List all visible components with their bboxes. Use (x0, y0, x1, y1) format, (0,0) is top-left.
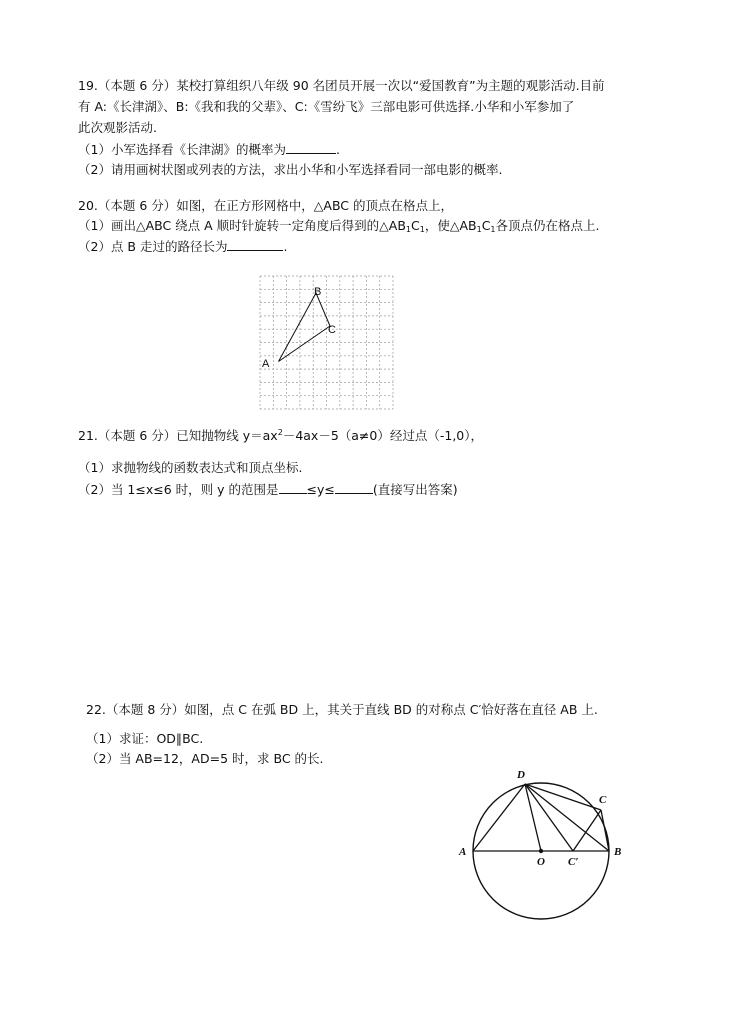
q22-line1: 22.（本题 8 分）如图，点 C 在弧 BD 上，其关于直线 BD 的对称点 C′恰好落在直径 AB 上. (86, 702, 598, 717)
q19-part1-end: . (335, 142, 340, 157)
q20-sub2: 1 (419, 225, 425, 234)
q21-lower-blank[interactable] (279, 481, 307, 494)
q19-answer-blank[interactable] (286, 141, 336, 154)
q21-part1: （1）求抛物线的函数表达式和顶点坐标. (78, 460, 303, 475)
q20-part2 (78, 238, 287, 255)
q20-part1-e: 各顶点仍在格点上. (495, 218, 600, 233)
q19-line1: 19.（本题 6 分）某校打算组织八年级 90 名团员开展一次以“爱国教育”为主题的观影活动.目前 (78, 78, 605, 93)
label-b: B (314, 286, 322, 298)
q20-sub3: 1 (476, 225, 482, 234)
square-grid (260, 276, 393, 409)
q20-sub1: 1 (405, 225, 412, 234)
q21-part2-a: （2）当 1≤x≤6 时，则 y 的范围是 (78, 482, 279, 497)
label-c: C (328, 324, 336, 336)
q20-part2-text: （2）点 B 走过的路径长为 (78, 239, 228, 254)
q22-circle-figure (455, 765, 635, 925)
label-c-prime: C′ (568, 856, 579, 868)
label-d: D (517, 769, 525, 781)
q21-sup: 2 (277, 428, 283, 437)
q21-line1-b: －4ax－5（a≠0）经过点（-1,0）， (282, 428, 484, 443)
q20-grid-figure (260, 276, 395, 412)
label-a: A (262, 358, 270, 370)
q20-sub4: 1 (490, 225, 496, 234)
q20-part1 (78, 218, 600, 234)
segment-dc (525, 784, 601, 810)
q20-part1-c: ，使△AB (424, 218, 477, 233)
q20-part1-b: C (411, 218, 420, 233)
q22-part2: （2）当 AB=12，AD=5 时，求 BC 的长. (86, 751, 324, 766)
q20-part2-end: . (283, 239, 288, 254)
label-c: C (599, 794, 607, 806)
segment-cc-prime (573, 810, 601, 851)
q20-part1-d: C (481, 218, 491, 233)
q21-part2-b: ≤y≤ (306, 482, 335, 497)
q19-line3: 此次观影活动. (78, 120, 157, 135)
label-b: B (614, 846, 622, 858)
q19-part1-text: （1）小军选择看《长津湖》的概率为 (78, 142, 286, 157)
q21-line1-a: 21.（本题 6 分）已知抛物线 y＝ax (78, 428, 278, 443)
q21-line1 (78, 428, 483, 444)
q22-part1: （1）求证：OD∥BC. (86, 731, 204, 746)
q20-line1: 20.（本题 6 分）如图，在正方形网格中，△ABC 的顶点在格点上， (78, 198, 454, 213)
label-a: A (459, 846, 467, 858)
q19-part1 (78, 141, 340, 158)
label-o: O (537, 856, 545, 868)
q20-part1-a: （1）画出△ABC 绕点 A 顺时针旋转一定角度后得到的△AB (78, 218, 406, 233)
q20-answer-blank[interactable] (227, 238, 283, 251)
q19-part2: （2）请用画树状图或列表的方法，求出小华和小军选择看同一部电影的概率. (78, 162, 503, 177)
q19-line2: 有 A:《长津湖》、B:《我和我的父辈》、C:《雪纷飞》三部电影可供选择.小华和小军参加了 (78, 99, 575, 114)
center-point-o (539, 849, 543, 853)
segment-dc-prime (525, 784, 573, 851)
triangle-abc (279, 293, 331, 362)
segment-ad (473, 784, 525, 851)
q21-part2 (78, 481, 458, 498)
q21-upper-blank[interactable] (335, 481, 373, 494)
q21-part2-c: (直接写出答案) (372, 482, 458, 497)
